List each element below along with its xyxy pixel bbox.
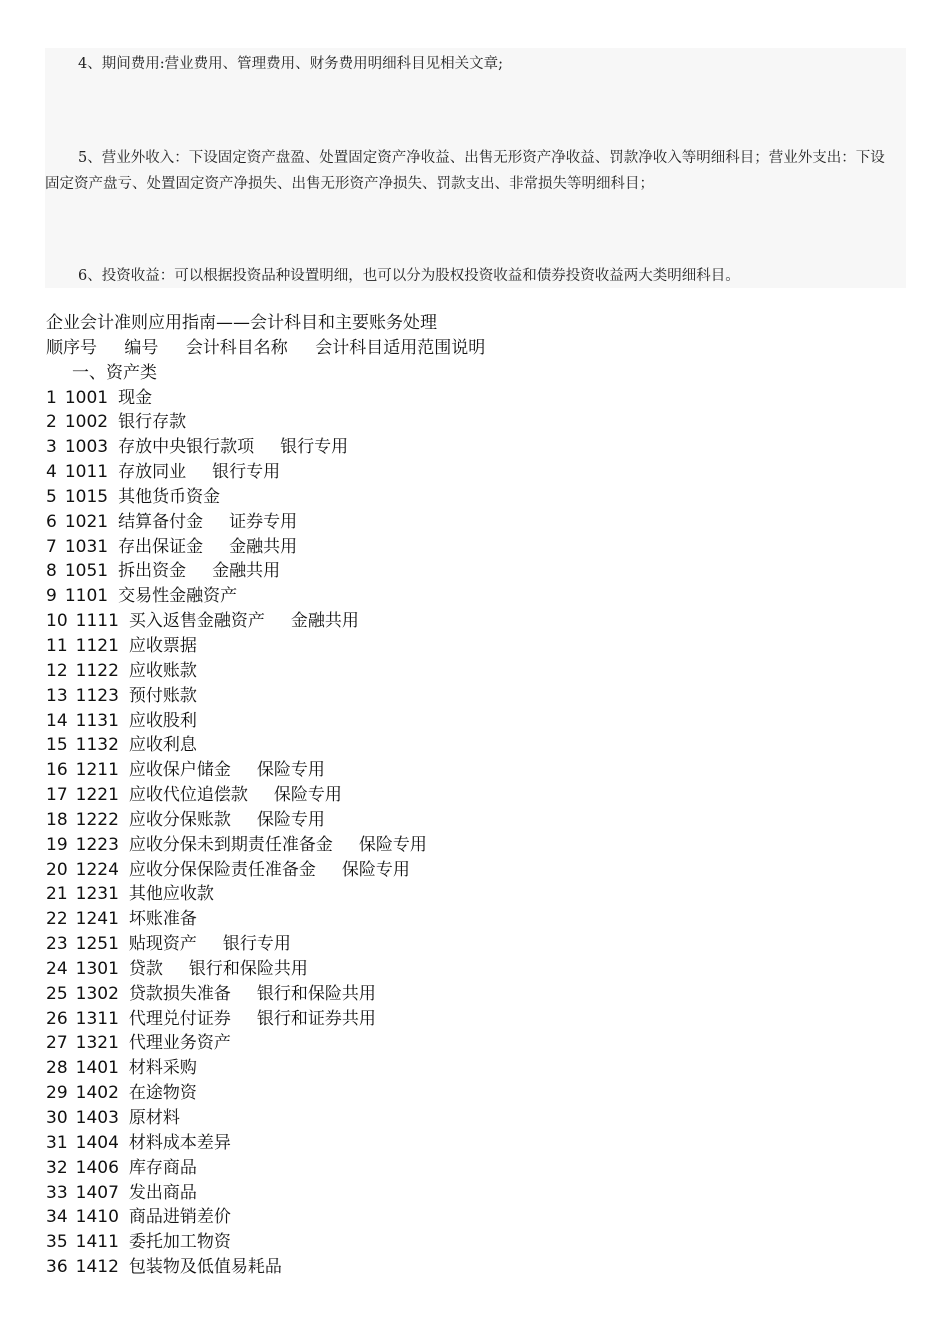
row-name: 材料采购 <box>128 1058 197 1079</box>
row-scope: 银行专用 <box>212 462 281 483</box>
row-scope: 金融共用 <box>212 561 281 582</box>
row-seq: 8 <box>46 561 57 582</box>
row-code: 1051 <box>64 561 109 582</box>
account-row <box>46 1081 906 1106</box>
row-name: 贷款损失准备 <box>128 983 231 1004</box>
row-name: 发出商品 <box>128 1182 197 1203</box>
account-row <box>46 535 906 560</box>
row-seq: 10 <box>46 611 68 632</box>
row-name: 银行存款 <box>118 412 187 433</box>
row-name: 结算备付金 <box>118 511 204 532</box>
row-name: 存放同业 <box>118 462 187 483</box>
document-title: 企业会计准则应用指南——会计科目和主要账务处理 <box>46 313 437 333</box>
row-seq: 30 <box>46 1108 68 1128</box>
row-seq: 32 <box>46 1157 68 1178</box>
account-row <box>46 709 906 734</box>
row-code: 1410 <box>75 1207 119 1228</box>
row-seq: 9 <box>46 586 57 607</box>
row-name: 贷款 <box>128 958 163 979</box>
row-seq: 29 <box>46 1083 68 1104</box>
row-name: 原材料 <box>128 1108 180 1128</box>
row-name: 坏账准备 <box>128 909 197 930</box>
row-code: 1404 <box>75 1132 119 1153</box>
row-code: 1231 <box>75 884 119 905</box>
account-row <box>46 1230 906 1255</box>
row-code: 1101 <box>64 586 109 607</box>
row-name: 在途物资 <box>128 1083 197 1104</box>
row-code: 1301 <box>75 958 119 979</box>
account-row <box>46 1205 906 1230</box>
row-seq: 27 <box>46 1033 68 1054</box>
row-code: 1002 <box>64 412 109 433</box>
account-row <box>46 684 906 709</box>
row-name: 存出保证金 <box>118 536 204 557</box>
row-code: 1123 <box>75 685 119 706</box>
row-seq: 11 <box>46 635 68 656</box>
account-row <box>46 783 906 808</box>
column-headers <box>46 336 906 361</box>
row-seq: 22 <box>46 909 68 930</box>
row-code: 1003 <box>64 437 109 458</box>
row-scope: 金融共用 <box>229 536 298 557</box>
row-seq: 12 <box>46 660 68 681</box>
row-name: 交易性金融资产 <box>118 586 238 607</box>
row-seq: 20 <box>46 859 68 880</box>
account-row <box>46 510 906 535</box>
row-name: 代理业务资产 <box>128 1033 231 1054</box>
account-row <box>46 1255 906 1280</box>
category-heading: 一、资产类 <box>72 362 157 383</box>
row-scope: 银行和保险共用 <box>256 983 376 1004</box>
account-row <box>46 733 906 758</box>
row-name: 拆出资金 <box>118 561 187 582</box>
row-seq: 5 <box>46 486 57 507</box>
row-name: 买入返售金融资产 <box>128 611 265 632</box>
row-seq: 4 <box>46 462 57 483</box>
row-code: 1001 <box>64 387 109 408</box>
row-code: 1011 <box>64 462 109 483</box>
note-investment-income: 6、投资收益：可以根据投资品种设置明细，也可以分为股权投资收益和债券投资收益两大类明细科目。 <box>78 268 740 284</box>
account-row <box>46 1106 906 1131</box>
row-code: 1401 <box>75 1058 119 1079</box>
row-seq: 23 <box>46 934 68 955</box>
account-row <box>46 1156 906 1181</box>
row-seq: 26 <box>46 1008 68 1029</box>
row-code: 1121 <box>75 635 119 656</box>
row-seq: 17 <box>46 785 68 806</box>
row-name: 应收分保账款 <box>128 809 231 830</box>
account-row <box>46 932 906 957</box>
row-scope: 银行和保险共用 <box>188 958 308 979</box>
account-row <box>46 957 906 982</box>
row-scope: 保险专用 <box>256 760 325 781</box>
row-scope: 保险专用 <box>341 859 410 880</box>
row-scope: 保险专用 <box>273 785 342 806</box>
row-code: 1407 <box>75 1182 119 1203</box>
account-row <box>46 410 906 435</box>
row-name: 材料成本差异 <box>128 1132 231 1153</box>
row-seq: 25 <box>46 983 68 1004</box>
header-seq: 顺序号 <box>46 337 97 358</box>
account-row <box>46 386 906 411</box>
account-row <box>46 982 906 1007</box>
account-row <box>46 435 906 460</box>
row-name: 应收账款 <box>128 660 197 681</box>
row-seq: 31 <box>46 1132 68 1153</box>
account-row <box>46 634 906 659</box>
row-name: 应收票据 <box>128 635 197 656</box>
account-row <box>46 659 906 684</box>
row-code: 1015 <box>64 486 109 507</box>
account-row <box>46 1131 906 1156</box>
account-row <box>46 609 906 634</box>
account-row <box>46 833 906 858</box>
row-code: 1412 <box>75 1257 119 1278</box>
row-seq: 3 <box>46 437 57 458</box>
row-scope: 银行和证券共用 <box>256 1008 376 1029</box>
row-code: 1221 <box>75 785 119 806</box>
row-code: 1311 <box>75 1008 119 1029</box>
row-code: 1241 <box>75 909 119 930</box>
account-row <box>46 858 906 883</box>
row-code: 1406 <box>75 1157 119 1178</box>
row-name: 包装物及低值易耗品 <box>128 1257 282 1278</box>
header-code: 编号 <box>124 337 159 358</box>
row-name: 库存商品 <box>128 1157 197 1178</box>
row-code: 1031 <box>64 536 109 557</box>
row-seq: 36 <box>46 1257 68 1278</box>
account-row <box>46 1007 906 1032</box>
row-seq: 35 <box>46 1232 68 1253</box>
row-seq: 21 <box>46 884 68 905</box>
row-name: 应收分保保险责任准备金 <box>128 859 316 880</box>
note-period-expenses: 4、期间费用:营业费用、管理费用、财务费用明细科目见相关文章; <box>78 56 503 72</box>
row-scope: 银行专用 <box>280 437 349 458</box>
row-code: 1111 <box>75 611 119 632</box>
row-code: 1402 <box>75 1083 119 1104</box>
row-seq: 19 <box>46 834 68 855</box>
row-name: 商品进销差价 <box>128 1207 231 1228</box>
row-seq: 16 <box>46 760 68 781</box>
row-code: 1122 <box>75 660 119 681</box>
row-code: 1224 <box>75 859 119 880</box>
row-scope: 保险专用 <box>256 809 325 830</box>
account-row <box>46 907 906 932</box>
row-code: 1021 <box>64 511 109 532</box>
row-seq: 13 <box>46 685 68 706</box>
header-name: 会计科目名称 <box>185 337 288 358</box>
row-code: 1222 <box>75 809 119 830</box>
row-seq: 18 <box>46 809 68 830</box>
row-name: 其他应收款 <box>128 884 214 905</box>
row-code: 1321 <box>75 1033 119 1054</box>
row-code: 1302 <box>75 983 119 1004</box>
account-row <box>46 758 906 783</box>
row-code: 1131 <box>75 710 119 731</box>
row-scope: 证券专用 <box>229 511 298 532</box>
row-name: 委托加工物资 <box>128 1232 231 1253</box>
account-list-section <box>46 311 906 1280</box>
row-code: 1211 <box>75 760 119 781</box>
account-row <box>46 460 906 485</box>
notes-section <box>45 48 906 288</box>
row-seq: 24 <box>46 958 68 979</box>
account-row <box>46 584 906 609</box>
account-row <box>46 882 906 907</box>
row-name: 预付账款 <box>128 685 197 706</box>
row-seq: 15 <box>46 735 68 756</box>
row-seq: 6 <box>46 511 57 532</box>
account-row <box>46 1031 906 1056</box>
row-name: 代理兑付证券 <box>128 1008 231 1029</box>
row-seq: 33 <box>46 1182 68 1203</box>
note-non-operating: 5、营业外收入：下设固定资产盘盈、处置固定资产净收益、出售无形资产净收益、罚款净收入等明细科目；营业外支出：下设固定资产盘亏、处置固定资产净损失、出售无形资产净损失、罚款支出、非常损失等明细科目； <box>45 150 885 192</box>
row-seq: 34 <box>46 1207 68 1228</box>
row-name: 应收代位追偿款 <box>128 785 248 806</box>
account-row <box>46 808 906 833</box>
row-seq: 2 <box>46 412 57 433</box>
row-seq: 14 <box>46 710 68 731</box>
row-code: 1132 <box>75 735 119 756</box>
row-name: 应收分保未到期责任准备金 <box>128 834 333 855</box>
row-code: 1251 <box>75 934 119 955</box>
row-name: 应收保户储金 <box>128 760 231 781</box>
row-name: 存放中央银行款项 <box>118 437 255 458</box>
row-scope: 保险专用 <box>358 834 427 855</box>
row-seq: 1 <box>46 387 57 408</box>
row-code: 1403 <box>75 1108 119 1128</box>
account-row <box>46 559 906 584</box>
account-rows <box>46 386 906 1280</box>
row-name: 贴现资产 <box>128 934 197 955</box>
row-name: 其他货币资金 <box>118 486 221 507</box>
row-seq: 7 <box>46 536 57 557</box>
row-scope: 金融共用 <box>290 611 359 632</box>
row-name: 应收利息 <box>128 735 197 756</box>
row-code: 1411 <box>75 1232 119 1253</box>
row-name: 现金 <box>118 387 153 408</box>
account-row <box>46 1056 906 1081</box>
row-seq: 28 <box>46 1058 68 1079</box>
account-row <box>46 485 906 510</box>
row-name: 应收股利 <box>128 710 197 731</box>
header-scope: 会计科目适用范围说明 <box>315 337 486 358</box>
account-row <box>46 1181 906 1206</box>
row-code: 1223 <box>75 834 119 855</box>
row-scope: 银行专用 <box>222 934 291 955</box>
